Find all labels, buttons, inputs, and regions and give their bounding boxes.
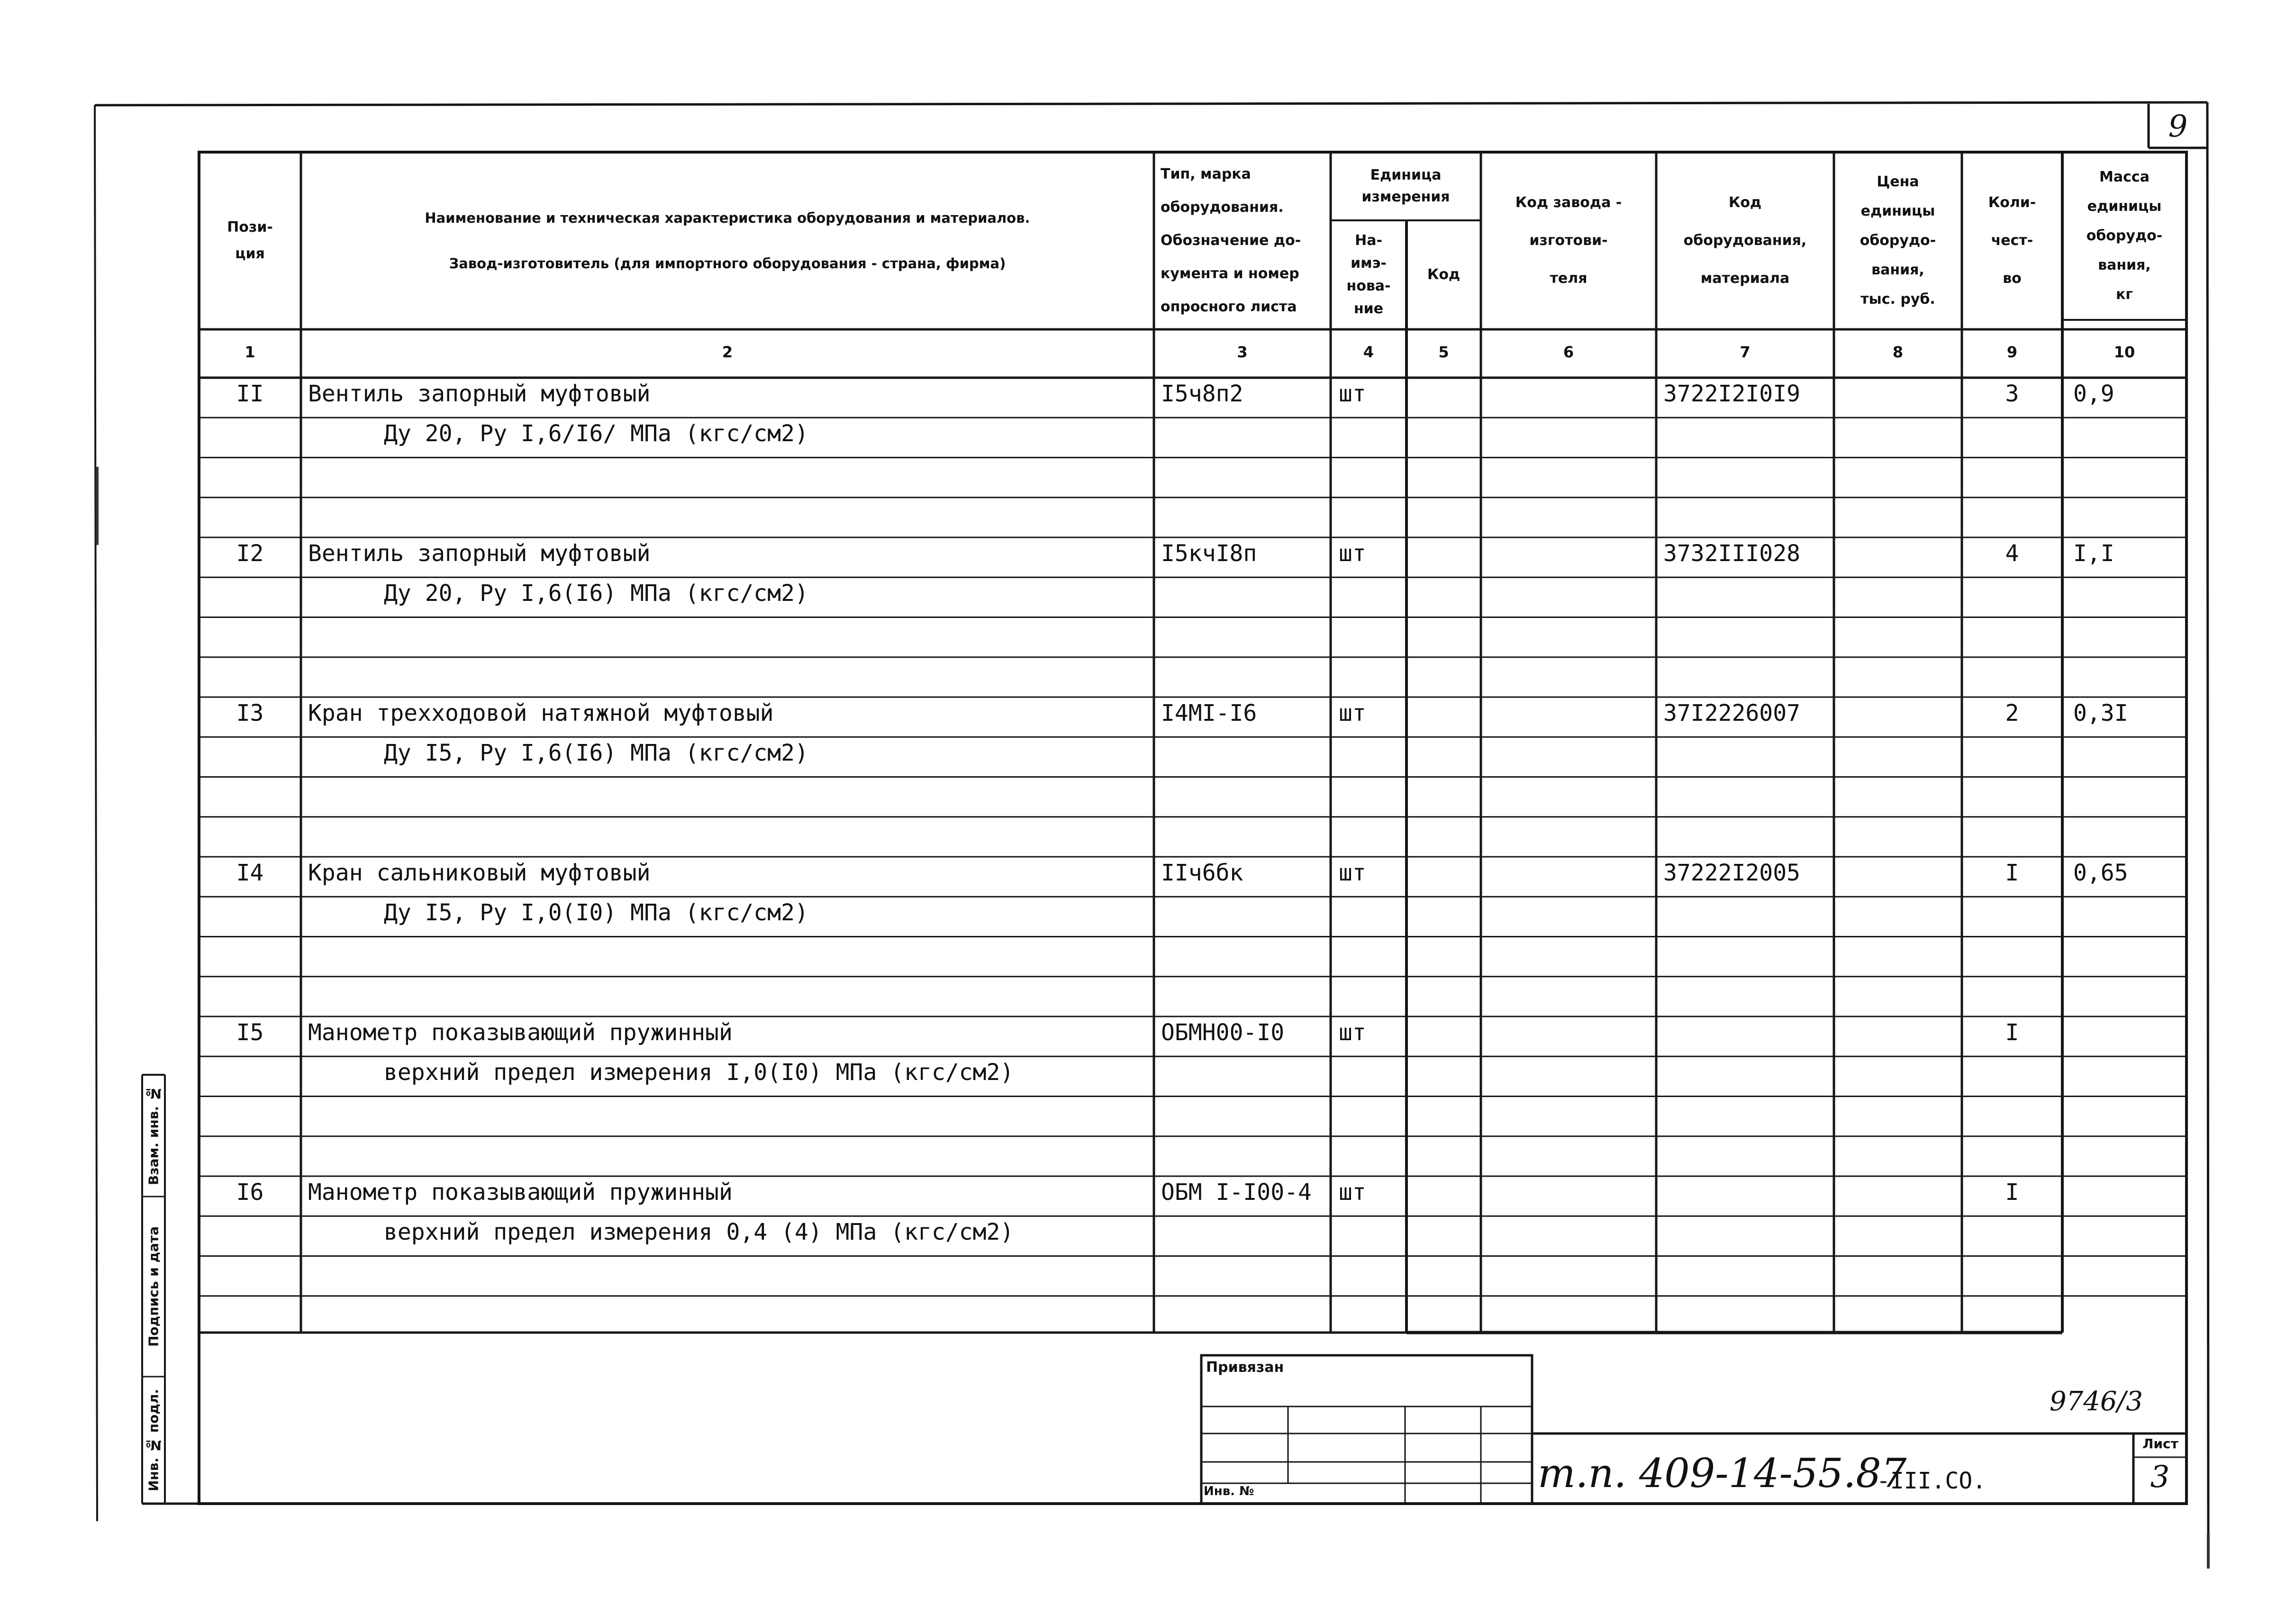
item-unit: шт xyxy=(1339,1019,1366,1046)
header-unit-name xyxy=(1331,220,1406,329)
item-qty: 2 xyxy=(2005,700,2019,726)
header-unit-code: Код xyxy=(1427,266,1460,283)
side-label-signature-date: Подпись и дата xyxy=(145,1226,162,1347)
item-name: Манометр показывающий пружинный xyxy=(308,1179,733,1206)
header-line: во xyxy=(2003,270,2022,287)
header-line: единицы xyxy=(1860,203,1935,219)
header-line: чест- xyxy=(1991,232,2033,249)
item-unit: шт xyxy=(1339,540,1366,567)
page-number: 9 xyxy=(2168,109,2188,144)
header-line: опросного листа xyxy=(1161,299,1297,315)
header-line: Масса xyxy=(2099,169,2150,185)
header-unit-group xyxy=(1331,152,1481,220)
header-line: кг xyxy=(2115,286,2133,303)
header-line: Завод-изготовитель (для импортного оборудования - страна, фирма) xyxy=(449,255,1006,272)
item-unit: шт xyxy=(1339,700,1366,726)
item-name: Манометр показывающий пружинный xyxy=(308,1019,733,1046)
side-label-original-inv: Инв. № подл. xyxy=(145,1389,162,1491)
header-equipment-code xyxy=(1656,152,1834,329)
column-number: 4 xyxy=(1363,343,1374,361)
stamp-sheet-number: 3 xyxy=(2150,1460,2170,1495)
header-line: Пози- xyxy=(227,219,273,236)
item-detail: Ду I5, Ру I,0(I0) МПа (кгс/см2) xyxy=(384,899,808,926)
item-type: ОБМ I-I00-4 xyxy=(1161,1179,1312,1206)
item-unit: шт xyxy=(1339,1179,1366,1206)
item-mass: 0,65 xyxy=(2073,860,2128,886)
header-line: оборудования, xyxy=(1683,232,1807,249)
item-type: I5ч8п2 xyxy=(1161,381,1243,407)
stamp-bound-label: Привязан xyxy=(1206,1359,1284,1376)
header-quantity xyxy=(1962,152,2062,329)
header-mass xyxy=(2062,152,2186,320)
item-code: 3732III028 xyxy=(1663,540,1800,567)
item-qty: I xyxy=(2005,1019,2019,1046)
header-type xyxy=(1154,152,1331,329)
item-code: 3722I2I0I9 xyxy=(1663,381,1800,407)
item-name: Вентиль запорный муфтовый xyxy=(308,381,651,407)
header-line: оборудо- xyxy=(1860,232,1936,249)
stamp-document-suffix: -III.CO. xyxy=(1877,1468,1987,1494)
item-code: 37222I2005 xyxy=(1663,860,1800,886)
item-code: 37I2226007 xyxy=(1663,700,1800,726)
item-mass: 0,9 xyxy=(2073,381,2114,407)
column-number: 1 xyxy=(245,343,255,361)
item-pos: I5 xyxy=(236,1019,264,1046)
item-detail: верхний предел измерения 0,4 (4) МПа (кгс/см2) xyxy=(384,1219,1014,1246)
header-line: Наименование и техническая характеристика оборудования и материалов. xyxy=(425,210,1030,226)
header-line: оборудования. xyxy=(1161,199,1284,216)
header-line: оборудо- xyxy=(2086,227,2163,244)
column-number: 6 xyxy=(1563,343,1574,361)
stamp-inv-label: Инв. № xyxy=(1204,1484,1254,1498)
item-name: Кран трехходовой натяжной муфтовый xyxy=(308,700,774,726)
item-mass: I,I xyxy=(2073,540,2114,567)
header-line: На- xyxy=(1355,232,1382,249)
header-name xyxy=(301,152,1154,329)
header-line: Единица xyxy=(1370,167,1442,183)
header-plant-code xyxy=(1481,152,1656,329)
item-qty: I xyxy=(2005,1179,2019,1206)
header-price xyxy=(1834,152,1962,329)
stamp-sheet-label: Лист xyxy=(2142,1436,2178,1452)
item-mass: 0,3I xyxy=(2073,700,2128,726)
item-name: Вентиль запорный муфтовый xyxy=(308,540,651,567)
column-number: 7 xyxy=(1740,343,1751,361)
header-line: измерения xyxy=(1361,189,1450,205)
header-line: Код xyxy=(1728,194,1762,211)
item-pos: II xyxy=(236,381,264,407)
header-line: Код завода - xyxy=(1515,194,1622,211)
header-line: теля xyxy=(1550,270,1587,287)
item-detail: Ду I5, Ру I,6(I6) МПа (кгс/см2) xyxy=(384,740,808,767)
item-detail: верхний предел измерения I,0(I0) МПа (кгс/см2) xyxy=(384,1059,1014,1086)
item-detail: Ду 20, Ру I,6/I6/ МПа (кгс/см2) xyxy=(384,420,808,447)
header-line: вания, xyxy=(1871,262,1924,278)
item-pos: I3 xyxy=(236,700,264,726)
column-number: 2 xyxy=(722,343,733,361)
header-line: Обозначение до- xyxy=(1161,232,1301,249)
item-qty: 4 xyxy=(2005,540,2019,567)
item-type: I5кчI8п xyxy=(1161,540,1257,567)
header-line: изготови- xyxy=(1529,232,1608,249)
stamp-order-number: 9746/3 xyxy=(2050,1386,2143,1417)
header-line: Цена xyxy=(1877,173,1919,190)
item-type: IIч6бк xyxy=(1161,860,1243,886)
header-line: Тип, марка xyxy=(1161,166,1251,182)
header-line: имэ- xyxy=(1351,255,1387,272)
item-pos: I2 xyxy=(236,540,264,567)
item-detail: Ду 20, Ру I,6(I6) МПа (кгс/см2) xyxy=(384,580,808,607)
header-line: вания, xyxy=(2098,257,2151,273)
item-unit: шт xyxy=(1339,860,1366,886)
item-type: ОБМН00-I0 xyxy=(1161,1019,1285,1046)
item-pos: I4 xyxy=(236,860,264,886)
item-pos: I6 xyxy=(236,1179,264,1206)
column-number: 8 xyxy=(1892,343,1904,361)
header-line: единицы xyxy=(2087,198,2162,215)
column-number: 5 xyxy=(1438,343,1449,361)
column-number: 9 xyxy=(2006,343,2018,361)
column-number: 3 xyxy=(1237,343,1248,361)
column-number: 10 xyxy=(2114,343,2135,361)
header-line: материала xyxy=(1700,270,1790,287)
stamp-document-number: т.п. 409-14-55.87 xyxy=(1538,1450,1907,1497)
item-qty: 3 xyxy=(2005,381,2019,407)
item-qty: I xyxy=(2005,860,2019,886)
header-line: Коли- xyxy=(1988,194,2036,211)
header-position xyxy=(199,152,301,329)
header-line: ция xyxy=(235,245,265,262)
header-line: кумента и номер xyxy=(1161,265,1299,282)
item-name: Кран сальниковый муфтовый xyxy=(308,860,651,886)
item-type: I4MI-I6 xyxy=(1161,700,1257,726)
header-line: нова- xyxy=(1346,278,1391,294)
header-line: ние xyxy=(1353,300,1384,317)
item-unit: шт xyxy=(1339,381,1366,407)
header-line: тыс. руб. xyxy=(1860,291,1935,308)
side-label-replacement-inv: Взам. инв. № xyxy=(145,1086,162,1186)
